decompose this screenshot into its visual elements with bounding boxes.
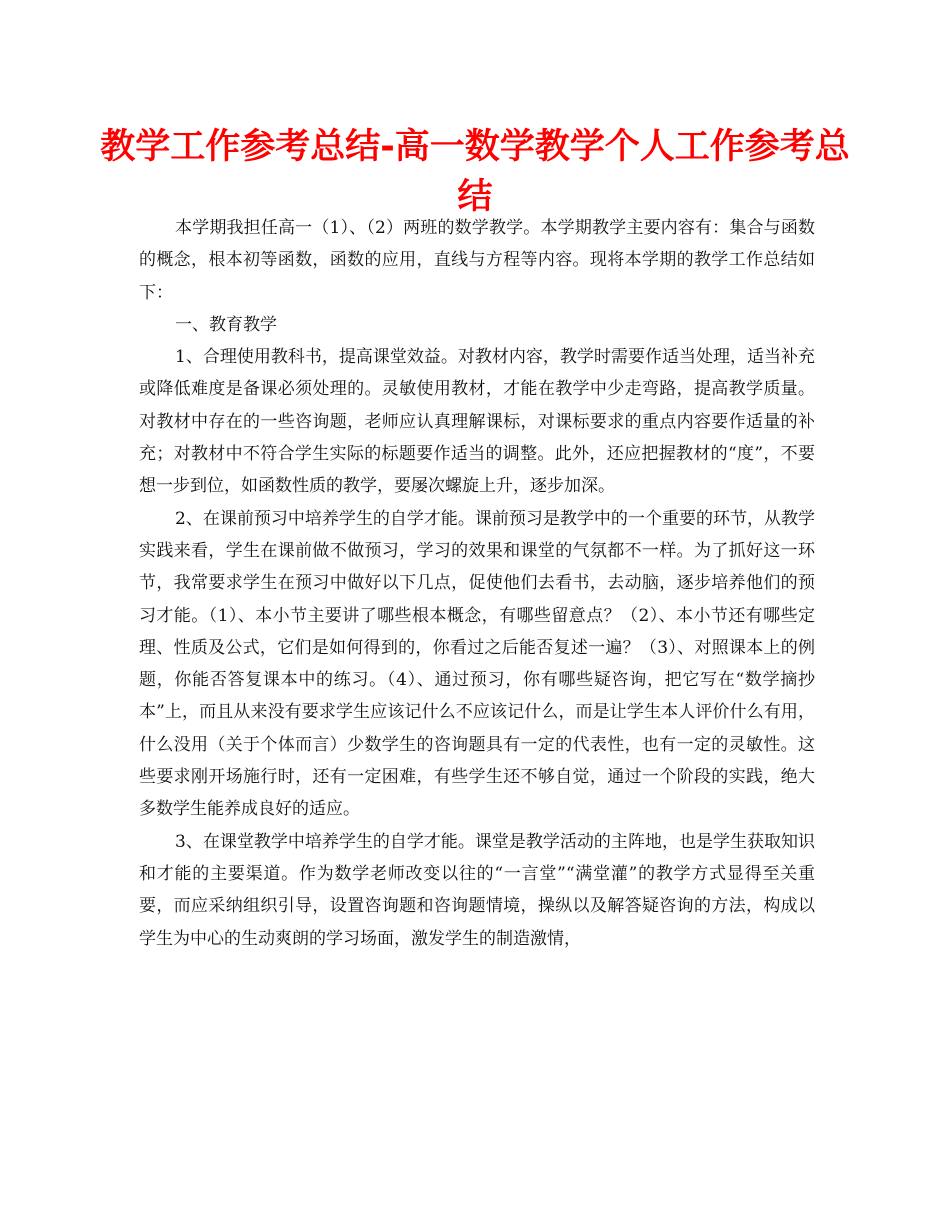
paragraph-point-1: 1、合理使用教科书，提高课堂效益。对教材内容，教学时需要作适当处理，适当补充或降低难度是备课必须处理的。灵敏使用教材，才能在教学中少走弯路，提高教学质量。对教材中存在的一些咨询题，老师应认真理解课标，对课标要求的重点内容要作适量的补充；对教材中不符合学生实际的标题要作适当的调整。此外，还应把握教材的“度”，不要想一步到位，如函数性质的教学，要屡次螺旋上升，逐步加深。 [139, 347, 815, 497]
paragraph-point-2: 2、在课前预习中培养学生的自学才能。课前预习是教学中的一个重要的环节，从教学实践来看，学生在课前做不做预习，学习的效果和课堂的气氛都不一样。为了抓好这一环节，我常要求学生在预习中做好以下几点，促使他们去看书，去动脑，逐步培养他们的预习才能。（1）、本小节主要讲了哪些根本概念，有哪些留意点？（2）、本小节还有哪些定理、性质及公式，它们是如何得到的，你看过之后能否复述一遍？（3）、对照课本上的例题，你能否答复课本中的练习。（4）、通过预习，你有哪些疑咨询，把它写在“数学摘抄本”上，而且从来没有要求学生应该记什么不应该记什么，而是让学生本人评价什么有用，什么没用（关于个体而言）少数学生的咨询题具有一定的代表性，也有一定的灵敏性。这些要求刚开场施行时，还有一定困难，有些学生还不够自觉，通过一个阶段的实践，绝大多数学生能养成良好的适应。 [139, 508, 815, 820]
paragraph-point-3: 3、在课堂教学中培养学生的自学才能。课堂是教学活动的主阵地，也是学生获取知识和才能的主要渠道。作为数学老师改变以往的“一言堂”“满堂灌”的教学方式显得至关重要，而应采纳组织引导，设置咨询题和咨询题情境，操纵以及解答疑咨询的方法，构成以学生为中心的生动爽朗的学习场面，激发学生的制造激情， [139, 831, 815, 949]
section-heading-education: 一、教育教学 [175, 314, 277, 335]
document-body [139, 212, 815, 955]
document-title: 教学工作参考总结-高一数学教学个人工作参考总结 [100, 127, 850, 217]
paragraph-intro: 本学期我担任高一（1）、（2）两班的数学教学。本学期教学主要内容有：集合与函数的概念，根本初等函数，函数的应用，直线与方程等内容。现将本学期的教学工作总结如下： [139, 218, 815, 303]
